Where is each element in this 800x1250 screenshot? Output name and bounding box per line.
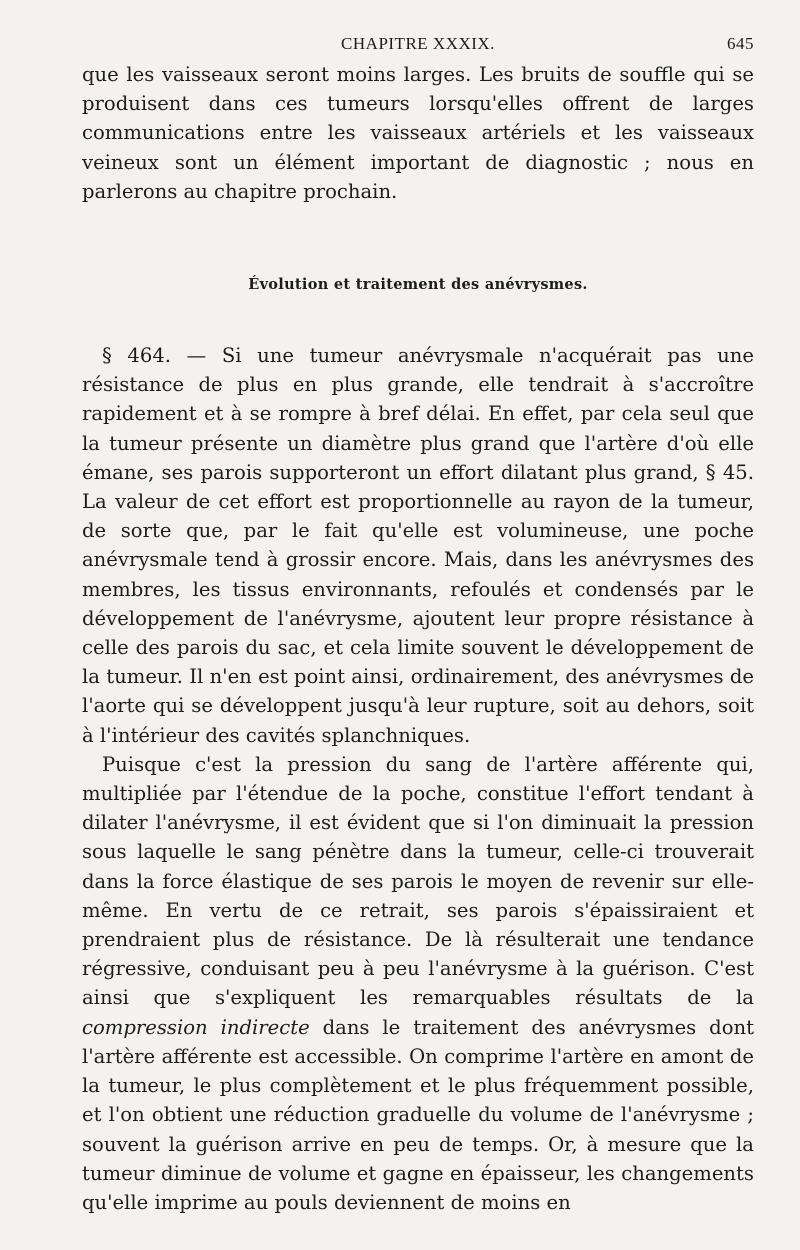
paragraph-text-before: Puisque c'est la pression du sang de l'artère afférente qui, multipliée par l'étendue de la poche, constitue l'effort tendant à dilater l'anévrysme, il est évident que si l'on diminuait la pression sous laquelle le sang pénètre dans la tumeur, celle-ci trouverait dans la force élastique de ses parois le moyen de revenir sur elle-même. En vertu de ce retrait, ses parois s'épaissiraient et prendraient plus de résistance. De là résulterait une tendance régressive, conduisant peu à peu l'anévrysme à la guérison. C'est ainsi que s'expliquent les remarquables résultats de la bbox=[82, 752, 754, 1010]
paragraph-continuation: que les vaisseaux seront moins larges. Les bruits de souffle qui se produisent dans ces tumeurs lorsqu'elles offrent de larges communications entre les vaisseaux artériels et les vaisseaux veineux sont un élément important de diagnostic ; nous en parlerons au chapitre prochain. bbox=[82, 63, 754, 203]
paragraph-text-after: dans le traitement des anévrysmes dont l'artère afférente est accessible. On comprime l'artère en amont de la tumeur, le plus complètement et le plus fréquemment possible, et l'on obtient une réduction graduelle du volume de l'anévrysme ; souvent la guérison arrive en peu de temps. Or, à mesure que la tumeur diminue de volume et gagne en épaisseur, les changements qu'elle imprime au pouls deviennent de moins en bbox=[82, 1015, 754, 1214]
page-number: 645 bbox=[727, 34, 754, 53]
paragraph-compression bbox=[82, 750, 754, 1217]
running-title: CHAPITRE XXXIX. bbox=[341, 34, 495, 53]
section-title: Évolution et traitement des anévrysmes. bbox=[248, 276, 588, 294]
page bbox=[82, 30, 754, 1217]
paragraph-464: § 464. — Si une tumeur anévrysmale n'acquérait pas une résistance de plus en plus grande, elle tendrait à s'accroître rapidement et à se rompre à bref délai. En effet, par cela seul que la tumeur présente un diamètre plus grand que l'artère d'où elle émane, ses parois supporteront un effort dilatant plus grand, § 45. La valeur de cet effort est proportionnelle au rayon de la tumeur, de sorte que, par le fait qu'elle est volumineuse, une poche anévrysmale tend à grossir encore. Mais, dans les anévrysmes des membres, les tissus environnants, refoulés et condensés par le développement de l'anévrysme, ajoutent leur propre résistance à celle des parois du sac, et cela limite souvent le développement de la tumeur. Il n'en est point ainsi, ordinairement, des anévrysmes de l'aorte qui se développent jusqu'à leur rupture, soit au dehors, soit à l'intérieur des cavités splanchniques. bbox=[82, 344, 754, 747]
italic-term: compression indirecte bbox=[82, 1015, 310, 1039]
running-header bbox=[82, 30, 754, 60]
